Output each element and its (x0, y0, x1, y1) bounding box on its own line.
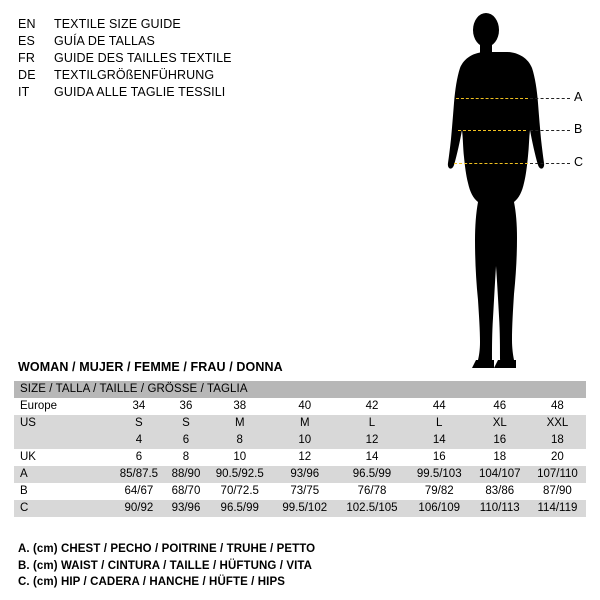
cell: 18 (471, 449, 529, 466)
marker-label-b: B (574, 122, 583, 136)
language-code: EN (18, 17, 36, 31)
size-table (14, 381, 586, 517)
cell: 64/67 (112, 483, 166, 500)
cell: 20 (529, 449, 586, 466)
row-label: B (14, 483, 112, 500)
cell: 99.5/103 (408, 466, 471, 483)
cell: 16 (471, 432, 529, 449)
cell: 114/119 (529, 500, 586, 517)
cell: 104/107 (471, 466, 529, 483)
cell: 79/82 (408, 483, 471, 500)
language-title: GUÍA DE TALLAS (54, 34, 155, 48)
cell: 34 (112, 398, 166, 415)
language-row (18, 50, 318, 67)
table-row (14, 449, 586, 466)
cell: L (408, 415, 471, 432)
row-label: Europe (14, 398, 112, 415)
waist-leader-line (530, 130, 570, 131)
cell: 14 (336, 449, 408, 466)
row-label: C (14, 500, 112, 517)
cell: 90/92 (112, 500, 166, 517)
cell: 6 (166, 432, 206, 449)
cell: S (112, 415, 166, 432)
cell: 90.5/92.5 (206, 466, 273, 483)
cell: 93/96 (273, 466, 336, 483)
language-title-block (18, 16, 318, 101)
cell: 36 (166, 398, 206, 415)
female-body-figure (400, 8, 590, 373)
cell: M (273, 415, 336, 432)
language-title: TEXTILGRÖßENFÜHRUNG (54, 68, 215, 82)
row-label: A (14, 466, 112, 483)
marker-label-a: A (574, 90, 583, 104)
cell: 16 (408, 449, 471, 466)
cell: 46 (471, 398, 529, 415)
cell: 76/78 (336, 483, 408, 500)
table-header-label: SIZE / TALLA / TAILLE / GRÖSSE / TAGLIA (14, 381, 586, 398)
cell: 14 (408, 432, 471, 449)
row-label: UK (14, 449, 112, 466)
cell: 4 (112, 432, 166, 449)
row-label: US (14, 415, 112, 432)
hip-measure-line (454, 163, 528, 164)
cell: 12 (336, 432, 408, 449)
language-title: GUIDE DES TAILLES TEXTILE (54, 51, 232, 65)
table-header-row (14, 381, 586, 398)
cell: 38 (206, 398, 273, 415)
cell: 85/87.5 (112, 466, 166, 483)
language-code: IT (18, 85, 30, 99)
cell: 44 (408, 398, 471, 415)
female-silhouette-icon (400, 8, 590, 373)
footnote-chest: A. (cm) CHEST / PECHO / POITRINE / TRUHE / PETTO (18, 543, 316, 555)
language-row (18, 84, 318, 101)
footnotes-block (18, 541, 578, 591)
chest-leader-line (530, 98, 570, 99)
footnote-hip: C. (cm) HIP / CADERA / HANCHE / HÜFTE / HIPS (18, 576, 286, 588)
language-code: ES (18, 34, 36, 48)
table-row (14, 483, 586, 500)
table-row (14, 466, 586, 483)
row-label (14, 432, 112, 449)
table-row (14, 432, 586, 449)
marker-label-c: C (574, 155, 584, 169)
table-row (14, 398, 586, 415)
footnote-waist: B. (cm) WAIST / CINTURA / TAILLE / HÜFTUNG / VITA (18, 559, 313, 572)
cell: 107/110 (529, 466, 586, 483)
language-title: GUIDA ALLE TAGLIE TESSILI (54, 85, 226, 99)
language-code: FR (18, 51, 36, 65)
cell: 70/72.5 (206, 483, 273, 500)
table-row (14, 500, 586, 517)
waist-measure-line (458, 130, 526, 131)
cell: 110/113 (471, 500, 529, 517)
cell: XL (471, 415, 529, 432)
cell: 68/70 (166, 483, 206, 500)
language-row (18, 67, 318, 84)
cell: 10 (206, 449, 273, 466)
cell: 6 (112, 449, 166, 466)
cell: 99.5/102 (273, 500, 336, 517)
cell: S (166, 415, 206, 432)
cell: 8 (166, 449, 206, 466)
language-row (18, 16, 318, 33)
table-row (14, 415, 586, 432)
language-title: TEXTILE SIZE GUIDE (54, 17, 181, 31)
cell: 87/90 (529, 483, 586, 500)
cell: 96.5/99 (206, 500, 273, 517)
cell: 40 (273, 398, 336, 415)
language-row (18, 33, 318, 50)
cell: 12 (273, 449, 336, 466)
cell: 102.5/105 (336, 500, 408, 517)
cell: 8 (206, 432, 273, 449)
cell: 18 (529, 432, 586, 449)
cell: 96.5/99 (336, 466, 408, 483)
cell: 106/109 (408, 500, 471, 517)
cell: 93/96 (166, 500, 206, 517)
cell: M (206, 415, 273, 432)
cell: 10 (273, 432, 336, 449)
table-caption: WOMAN / MUJER / FEMME / FRAU / DONNA (18, 360, 283, 374)
cell: L (336, 415, 408, 432)
chest-measure-line (456, 98, 528, 99)
cell: 83/86 (471, 483, 529, 500)
cell: 73/75 (273, 483, 336, 500)
language-code: DE (18, 68, 36, 82)
cell: 88/90 (166, 466, 206, 483)
cell: 42 (336, 398, 408, 415)
hip-leader-line (530, 163, 570, 164)
cell: XXL (529, 415, 586, 432)
cell: 48 (529, 398, 586, 415)
